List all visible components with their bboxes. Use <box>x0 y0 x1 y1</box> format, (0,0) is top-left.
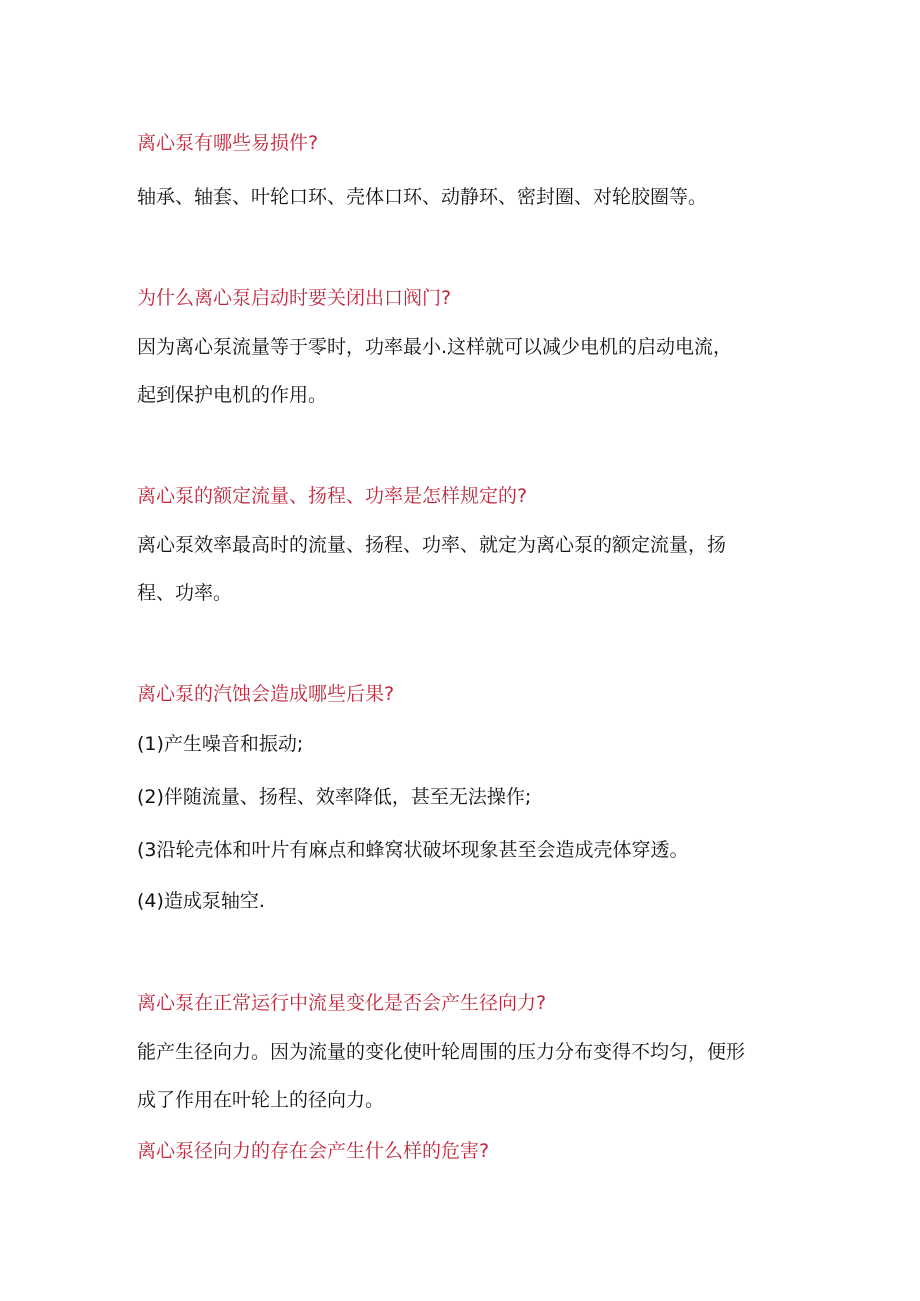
answer-line: (2)伴随流量、扬程、效率降低，甚至无法操作; <box>137 786 532 808</box>
answer-line: 程、功率。 <box>137 582 233 604</box>
answer-line: (4)造成泵轴空. <box>137 890 265 912</box>
answer-line: 离心泵效率最高时的流量、扬程、功率、就定为离心泵的额定流量，扬 <box>137 534 727 556</box>
answer-line: 成了作用在叶轮上的径向力。 <box>137 1089 385 1111</box>
question-heading: 离心泵有哪些易损件? <box>137 132 319 154</box>
answer-line: (1)产生噪音和振动; <box>137 733 304 755</box>
answer-line: 能产生径向力。因为流量的变化使叶轮周围的压力分布变得不均匀，便形 <box>137 1041 746 1063</box>
question-heading: 离心泵在正常运行中流星变化是否会产生径向力? <box>137 992 547 1014</box>
question-heading: 离心泵的额定流量、扬程、功率是怎样规定的? <box>137 485 528 507</box>
question-heading: 离心泵径向力的存在会产生什么样的危害? <box>137 1140 490 1162</box>
question-heading: 为什么离心泵启动时要关闭出口阀门? <box>137 287 452 309</box>
answer-line: 因为离心泵流量等于零时，功率最小.这样就可以减少电机的启动电流， <box>137 336 733 358</box>
answer-line: (3沿轮壳体和叶片有麻点和蜂窝状破坏现象甚至会造成壳体穿透。 <box>137 839 689 861</box>
question-heading: 离心泵的汽蚀会造成哪些后果? <box>137 683 395 705</box>
answer-line: 起到保护电机的作用。 <box>137 384 328 406</box>
answer-line: 轴承、轴套、叶轮口环、壳体口环、动静环、密封圈、对轮胶圈等。 <box>137 186 708 208</box>
